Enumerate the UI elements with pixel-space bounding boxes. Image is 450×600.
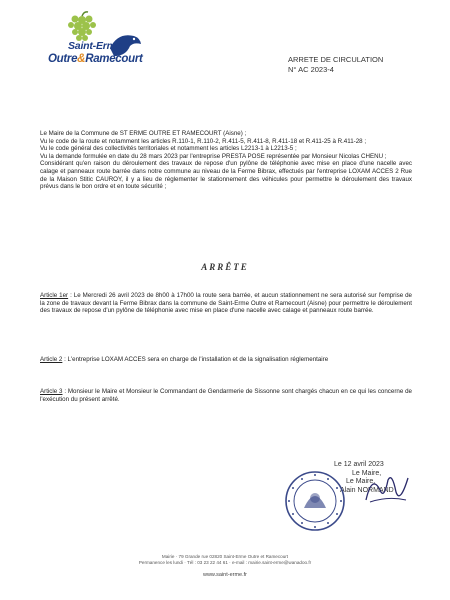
decree-type: ARRETE DE CIRCULATION bbox=[288, 55, 384, 64]
preamble bbox=[40, 130, 412, 191]
mayor-name: Alain NORMAND bbox=[340, 486, 394, 494]
preamble-line: Vu le code général des collectivités territoriales et notamment les articles L2213-1 à L2213-5 ; bbox=[40, 145, 297, 153]
commune-logo bbox=[44, 10, 152, 98]
logo-line2-part2: Ramecourt bbox=[85, 53, 143, 65]
footer-contact: Permanence les lundi · Tél : 03 23 22 44 61 · e-mail : mairie.saint-erme@wanadoo.fr bbox=[138, 560, 312, 566]
footer-website: www.saint-erme.fr bbox=[202, 572, 247, 579]
article-1 bbox=[40, 292, 412, 315]
preamble-line: Le Maire de la Commune de ST ERME OUTRE ET RAMECOURT (Aisne) ; bbox=[40, 130, 247, 137]
decree-number: N° AC 2023-4 bbox=[288, 65, 334, 74]
article-3 bbox=[40, 388, 412, 403]
article-text: : Le Mercredi 26 avril 2023 de 8h00 à 17h00 la route sera barrée, et aucun stationnement ne sera autorisé sur l'emprise de la zone de travaux devant la Ferme Bibrax dans la commune de Saint-Erme Outre et Ramecourt (Aisne) pour permettre le déroulement des travaux de repose d'un pylône de téléphonie avec mise en place d'une nacelle avec calage et panneaux route barrée. bbox=[40, 292, 412, 315]
preamble-line: Vu la demande formulée en date du 28 mars 2023 par l'entreprise PRESTA POSE représentée par Monsieur Nicolas CHENU ; bbox=[40, 152, 387, 160]
decree-heading: ARRÊTE bbox=[201, 262, 249, 272]
article-2 bbox=[40, 356, 412, 364]
handwritten-signature bbox=[362, 470, 412, 510]
preamble-line: Considérant qu'en raison du déroulement des travaux de repose d'un pylône de téléphonie avec mise en place d'une nacelle avec calage et panneaux route barrée dans notre commune au niveau de la Ferme Bibrax, effectués par l'entreprise LOXAM ACCES 2 Rue de la Maison Stitic CAUROY, il y a lieu de réglementer le stationnement des véhicules pour permettre le déroulement des travaux prévus dans le bon ordre et en toute sécurité ; bbox=[40, 160, 412, 191]
article-label: Article 2 bbox=[40, 356, 63, 363]
article-label: Article 3 bbox=[40, 388, 63, 395]
page-footer bbox=[0, 554, 450, 579]
article-text: : L'entreprise LOXAM ACCES sera en charge de l'installation et de la signalisation réglementaire bbox=[62, 356, 329, 363]
article-label: Article 1er bbox=[40, 292, 69, 299]
decree-reference bbox=[288, 55, 383, 75]
preamble-line: Vu le code de la route et notamment les articles R.110-1, R.110-2, R.411-5, R.411-8, R.411-18 et R.411-25 à R.411-28 ; bbox=[40, 137, 367, 145]
footer-address: Mairie · 79 Grande rue 02820 Saint-Erme Outre et Ramecourt bbox=[161, 554, 289, 559]
logo-line1: Saint-Erme bbox=[68, 40, 122, 52]
signoff-role: Le Maire, bbox=[352, 469, 382, 477]
logo-ampersand: & bbox=[77, 53, 86, 65]
logo-line2-part1: Outre bbox=[48, 53, 78, 65]
article-text: : Monsieur le Maire et Monsieur le Commandant de Gendarmerie de Sissonne sont chargés chacun en ce qui les concerne de l'exécution du présent arrêté. bbox=[40, 388, 412, 403]
logo-line2 bbox=[48, 53, 143, 65]
signoff-date: Le 12 avril 2023 bbox=[334, 461, 384, 468]
official-seal-stamp bbox=[284, 470, 346, 532]
signoff-role: Le Maire, bbox=[346, 478, 376, 485]
